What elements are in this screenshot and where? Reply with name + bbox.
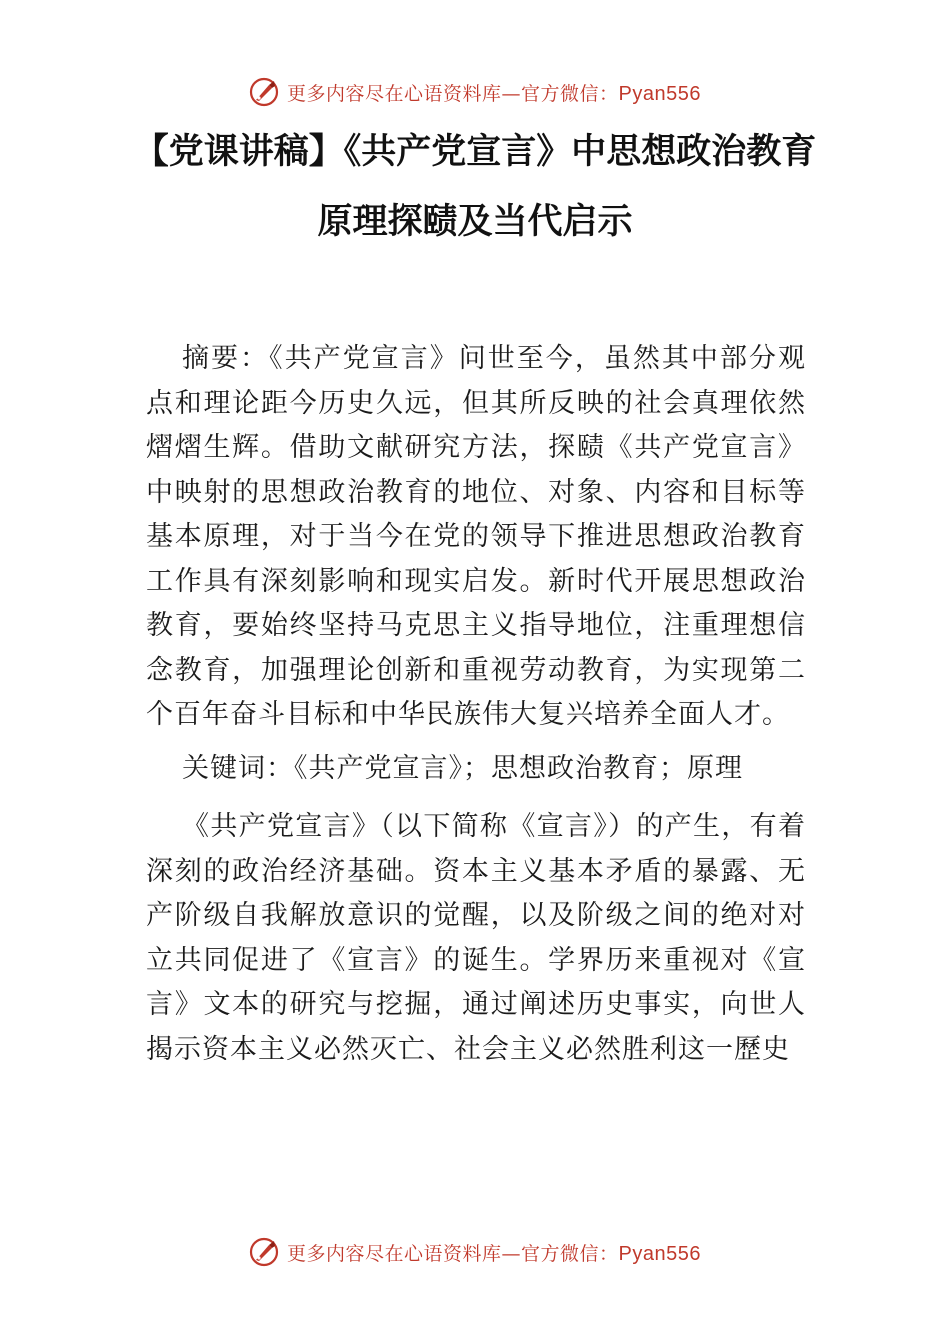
banner-text: 更多内容尽在心语资料库—官方微信：Pyan556 <box>287 1242 701 1265</box>
header-banner <box>0 72 950 112</box>
keywords-line: 关键词：《共产党宣言》；思想政治教育；原理 <box>182 753 743 784</box>
wechat-handle: Pyan556 <box>618 82 701 105</box>
banner-text: 更多内容尽在心语资料库—官方微信：Pyan556 <box>287 82 701 105</box>
footer-banner <box>0 1232 950 1272</box>
document-title-line-1: 【党课讲稿】《共产党宣言》中思想政治教育 <box>133 132 817 172</box>
quill-pen-logo-icon <box>249 77 279 107</box>
document-title-line-2: 原理探赜及当代启示 <box>317 202 633 242</box>
quill-pen-logo-icon <box>249 1237 279 1267</box>
body-paragraph-1: 《共产党宣言》（以下简称《宣言》）的产生，有着深刻的政治经济基础。资本主义基本矛盾的暴露、无产阶级自我解放意识的觉醒，以及阶级之间的绝对对立共同促进了《宣言》的诞生。学界历来重视对《宣言》文本的研究与挖掘，通过阐述历史事实，向世人揭示资本主义必然灭亡、社会主义必然胜利这一歷史 <box>146 811 806 1065</box>
wechat-handle: Pyan556 <box>618 1242 701 1265</box>
abstract-paragraph: 摘要：《共产党宣言》问世至今，虽然其中部分观点和理论距今历史久远，但其所反映的社会真理依然熠熠生辉。借助文献研究方法，探赜《共产党宣言》中映射的思想政治教育的地位、对象、内容和目标等基本原理，对于当今在党的领导下推进思想政治教育工作具有深刻影响和现实启发。新时代开展思想政治教育，要始终坚持马克思主义指导地位，注重理想信念教育，加强理论创新和重视劳动教育，为实现第二个百年奋斗目标和中华民族伟大复兴培养全面人才。 <box>146 343 806 730</box>
